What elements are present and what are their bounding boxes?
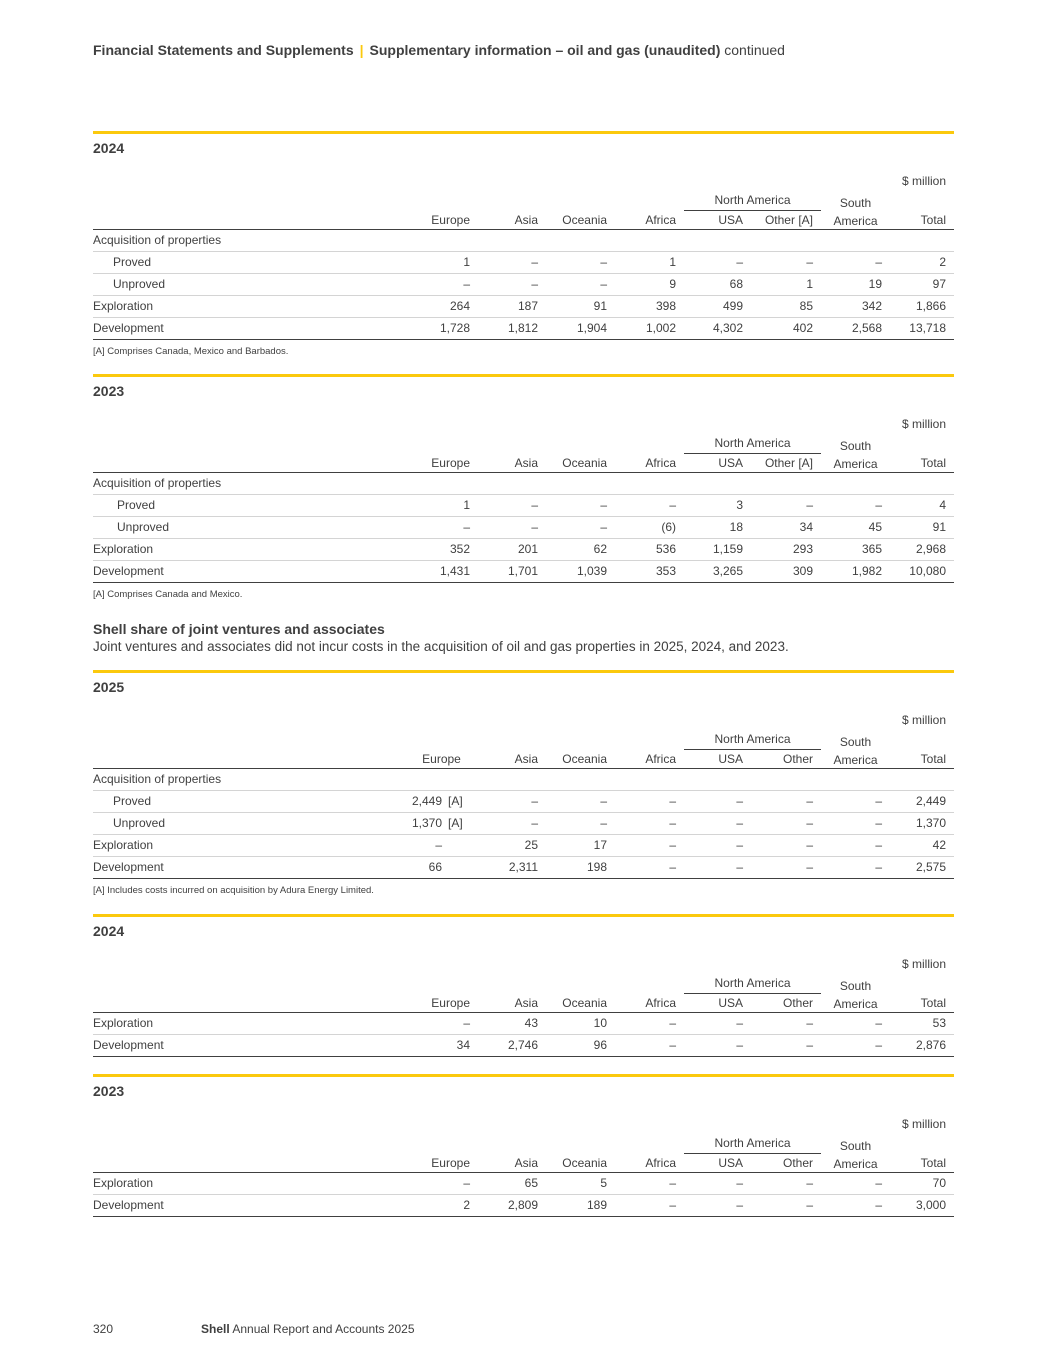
col-header: Africa	[645, 213, 676, 227]
footnote: [A] Includes costs incurred on acquisition by Adura Energy Limited.	[93, 885, 374, 896]
cell: 66	[403, 857, 448, 879]
jv-description: Joint ventures and associates did not incur costs in the acquisition of oil and gas properties in 2025, 2024, and 2023.	[93, 639, 789, 654]
south-header-1: South	[839, 195, 872, 210]
cell: –	[546, 517, 615, 539]
cell: 342	[821, 296, 890, 318]
cell: –	[684, 1173, 751, 1195]
cell: –	[615, 835, 684, 857]
cell: 85	[751, 296, 821, 318]
row-label: Development	[93, 1195, 403, 1217]
cell: –	[478, 274, 546, 296]
cell: 536	[615, 539, 684, 561]
cell: –	[684, 252, 751, 274]
row-label-acquisition: Acquisition of properties	[93, 230, 954, 252]
header-suffix: continued	[724, 42, 785, 58]
cell: 293	[751, 539, 821, 561]
table-row	[93, 495, 954, 517]
col-header: Europe	[431, 456, 470, 470]
cell: –	[478, 495, 546, 517]
cell: 4	[890, 495, 954, 517]
cell: 91	[546, 296, 615, 318]
cell: –	[615, 1195, 684, 1217]
cell: 2,968	[890, 539, 954, 561]
table-row	[93, 1035, 954, 1057]
page-footer	[93, 1322, 415, 1336]
jv-table-2023-section	[93, 1074, 954, 1217]
cell: –	[403, 274, 478, 296]
cell: 1	[403, 252, 478, 274]
col-header: Asia	[514, 996, 538, 1010]
cell: 198	[546, 857, 615, 879]
row-label: Proved	[93, 495, 403, 517]
cell: 1,370	[890, 813, 954, 835]
cell: 34	[751, 517, 821, 539]
cell: 2	[890, 252, 954, 274]
table-row	[93, 835, 954, 857]
col-header: Total	[920, 1156, 946, 1170]
col-header: Oceania	[562, 1156, 607, 1170]
cell: 4,302	[684, 318, 751, 340]
cell: 2,746	[478, 1035, 546, 1057]
table-row	[93, 539, 954, 561]
cell: 3	[684, 495, 751, 517]
north-america-header: North America	[684, 1133, 821, 1154]
col-header: Africa	[645, 996, 676, 1010]
table-2023	[93, 415, 954, 583]
col-header: Other	[782, 752, 813, 766]
units-label: $ million	[901, 417, 946, 431]
cell: –	[403, 517, 478, 539]
cell: –	[821, 835, 890, 857]
cell: 402	[751, 318, 821, 340]
cell: 499	[684, 296, 751, 318]
row-label: Exploration	[93, 835, 403, 857]
row-label: Development	[93, 318, 403, 340]
north-america-header: North America	[684, 433, 821, 454]
south-header-1: South	[839, 978, 872, 993]
cell: –	[615, 1035, 684, 1057]
col-header: Europe	[431, 996, 470, 1010]
cell: 68	[684, 274, 751, 296]
cell: 2,876	[890, 1035, 954, 1057]
table-row	[93, 1013, 954, 1035]
row-label: Unproved	[93, 274, 403, 296]
cell: –	[821, 813, 890, 835]
table-row	[93, 296, 954, 318]
cell: 1,728	[403, 318, 478, 340]
row-label: Development	[93, 857, 403, 879]
col-header: USA	[718, 996, 743, 1010]
table-2024	[93, 172, 954, 340]
table-row	[93, 561, 954, 583]
south-header-2: America	[833, 997, 878, 1011]
table-2024-section	[93, 131, 954, 357]
table-row	[93, 1195, 954, 1217]
cell: 18	[684, 517, 751, 539]
cell: –	[546, 791, 615, 813]
section-rule	[93, 670, 954, 673]
cell: –	[821, 857, 890, 879]
cell: 1	[403, 495, 478, 517]
cell: –	[615, 1013, 684, 1035]
cell: –	[684, 1035, 751, 1057]
jv-table-2023	[93, 1115, 954, 1217]
row-label: Exploration	[93, 539, 403, 561]
cell: 10	[546, 1013, 615, 1035]
cell: –	[821, 1013, 890, 1035]
footer-brand: Shell	[201, 1322, 230, 1336]
page-number: 320	[93, 1322, 114, 1336]
table-row	[93, 252, 954, 274]
cell: 62	[546, 539, 615, 561]
cell: 65	[478, 1173, 546, 1195]
cell: –	[751, 1173, 821, 1195]
cell: –	[821, 1173, 890, 1195]
col-header: Total	[920, 456, 946, 470]
cell: –	[821, 791, 890, 813]
cell: 53	[890, 1013, 954, 1035]
cell: 189	[546, 1195, 615, 1217]
cell: 1	[751, 274, 821, 296]
header-separator: |	[359, 42, 364, 58]
footnote: [A] Comprises Canada and Mexico.	[93, 589, 243, 600]
cell: 353	[615, 561, 684, 583]
cell: 2,449	[890, 791, 954, 813]
cell: 1,812	[478, 318, 546, 340]
cell: 45	[821, 517, 890, 539]
col-header: Oceania	[562, 213, 607, 227]
cell: 96	[546, 1035, 615, 1057]
table-row	[93, 517, 954, 539]
col-header: Other	[782, 1156, 813, 1170]
cell: 9	[615, 274, 684, 296]
section-rule	[93, 374, 954, 377]
col-header: Africa	[645, 456, 676, 470]
note-ref: [A]	[448, 813, 488, 835]
cell: –	[478, 252, 546, 274]
col-header: USA	[718, 456, 743, 470]
cell: 70	[890, 1173, 954, 1195]
south-header-2: America	[833, 457, 878, 471]
south-header-1: South	[839, 734, 872, 749]
cell: –	[546, 252, 615, 274]
cell: –	[751, 495, 821, 517]
table-row	[93, 318, 954, 340]
cell: –	[751, 791, 821, 813]
cell: 201	[478, 539, 546, 561]
cell: 13,718	[890, 318, 954, 340]
col-header: Europe	[431, 213, 470, 227]
cell: 2	[403, 1195, 478, 1217]
cell: 2,449	[403, 791, 448, 813]
section-rule	[93, 1074, 954, 1077]
cell: –	[751, 1195, 821, 1217]
cell: 3,000	[890, 1195, 954, 1217]
table-row	[93, 857, 954, 879]
cell: 309	[751, 561, 821, 583]
cell: 43	[478, 1013, 546, 1035]
col-header: USA	[718, 213, 743, 227]
cell: –	[488, 813, 546, 835]
table-row	[93, 791, 954, 813]
cell: –	[751, 1013, 821, 1035]
cell: –	[546, 813, 615, 835]
col-header: Total	[920, 996, 946, 1010]
cell: –	[546, 274, 615, 296]
cell: –	[478, 517, 546, 539]
col-header: Oceania	[562, 996, 607, 1010]
jv-table-2024	[93, 955, 954, 1057]
cell: –	[751, 835, 821, 857]
south-header-2: America	[833, 753, 878, 767]
cell: 264	[403, 296, 478, 318]
cell: 1,370	[403, 813, 448, 835]
cell: 352	[403, 539, 478, 561]
cell: –	[821, 1035, 890, 1057]
cell: –	[403, 1013, 478, 1035]
row-label: Proved	[93, 252, 403, 274]
col-header: Europe	[422, 752, 461, 766]
cell: –	[615, 813, 684, 835]
cell: –	[684, 857, 751, 879]
col-header: Oceania	[562, 752, 607, 766]
header-section: Financial Statements and Supplements	[93, 42, 354, 58]
row-label: Exploration	[93, 1013, 403, 1035]
row-label: Exploration	[93, 1173, 403, 1195]
jv-title: Shell share of joint ventures and associates	[93, 621, 385, 637]
row-label: Unproved	[93, 517, 403, 539]
cell: –	[821, 1195, 890, 1217]
cell: 19	[821, 274, 890, 296]
col-header: USA	[718, 752, 743, 766]
cell: 1,002	[615, 318, 684, 340]
col-header: Other [A]	[764, 213, 813, 227]
year-heading: 2024	[93, 140, 125, 156]
year-heading: 2025	[93, 679, 125, 695]
cell: –	[821, 252, 890, 274]
cell: 1,982	[821, 561, 890, 583]
cell: –	[615, 857, 684, 879]
cell: 1	[615, 252, 684, 274]
row-label: Exploration	[93, 296, 403, 318]
cell: –	[684, 1013, 751, 1035]
cell: (6)	[615, 517, 684, 539]
north-america-header: North America	[684, 973, 821, 994]
col-header: Total	[920, 752, 946, 766]
cell: –	[751, 857, 821, 879]
col-header: Other	[782, 996, 813, 1010]
page-header	[93, 42, 785, 58]
row-label-acquisition: Acquisition of properties	[93, 473, 954, 495]
south-header-1: South	[839, 1138, 872, 1153]
cell: 25	[488, 835, 546, 857]
cell: –	[403, 835, 448, 857]
cell: –	[684, 791, 751, 813]
row-label: Unproved	[93, 813, 403, 835]
note-ref: [A]	[448, 791, 488, 813]
cell: 187	[478, 296, 546, 318]
units-label: $ million	[901, 174, 946, 188]
units-label: $ million	[901, 1117, 946, 1131]
table-2023-section	[93, 374, 954, 600]
cell: –	[821, 495, 890, 517]
cell: –	[615, 791, 684, 813]
cell: 97	[890, 274, 954, 296]
col-header: Total	[920, 213, 946, 227]
cell: 42	[890, 835, 954, 857]
cell: 1,866	[890, 296, 954, 318]
cell: 34	[403, 1035, 478, 1057]
south-header-2: America	[833, 214, 878, 228]
north-america-header: North America	[684, 190, 821, 211]
row-label: Development	[93, 1035, 403, 1057]
footer-title: Annual Report and Accounts 2025	[232, 1322, 415, 1336]
row-label-acquisition: Acquisition of properties	[93, 769, 954, 791]
cell: –	[751, 1035, 821, 1057]
col-header: USA	[718, 1156, 743, 1170]
col-header: Asia	[514, 752, 538, 766]
cell: 3,265	[684, 561, 751, 583]
cell: 10,080	[890, 561, 954, 583]
cell: 5	[546, 1173, 615, 1195]
cell: 1,904	[546, 318, 615, 340]
cell: 2,809	[478, 1195, 546, 1217]
cell: 1,039	[546, 561, 615, 583]
section-rule	[93, 914, 954, 917]
cell: 2,311	[488, 857, 546, 879]
cell: –	[684, 813, 751, 835]
units-label: $ million	[901, 713, 946, 727]
cell: –	[488, 791, 546, 813]
table-row	[93, 813, 954, 835]
cell: 1,431	[403, 561, 478, 583]
footnote: [A] Comprises Canada, Mexico and Barbados.	[93, 346, 289, 357]
row-label: Development	[93, 561, 403, 583]
jv-intro	[93, 621, 954, 654]
south-header-2: America	[833, 1157, 878, 1171]
cell: –	[751, 813, 821, 835]
jv-table-2025-section	[93, 670, 954, 896]
cell: –	[403, 1173, 478, 1195]
year-heading: 2023	[93, 383, 125, 399]
year-heading: 2024	[93, 923, 125, 939]
cell: –	[615, 1173, 684, 1195]
cell: 365	[821, 539, 890, 561]
jv-table-2024-section	[93, 914, 954, 1057]
cell: –	[751, 252, 821, 274]
cell: –	[546, 495, 615, 517]
units-label: $ million	[901, 957, 946, 971]
cell: 2,575	[890, 857, 954, 879]
year-heading: 2023	[93, 1083, 125, 1099]
col-header: Other [A]	[764, 456, 813, 470]
cell: 1,159	[684, 539, 751, 561]
cell: –	[684, 835, 751, 857]
cell: 398	[615, 296, 684, 318]
col-header: Asia	[514, 456, 538, 470]
col-header: Europe	[431, 1156, 470, 1170]
cell: –	[615, 495, 684, 517]
cell: –	[684, 1195, 751, 1217]
section-rule	[93, 131, 954, 134]
col-header: Asia	[514, 213, 538, 227]
table-row	[93, 1173, 954, 1195]
south-header-1: South	[839, 438, 872, 453]
col-header: Africa	[645, 1156, 676, 1170]
row-label: Proved	[93, 791, 403, 813]
col-header: Africa	[645, 752, 676, 766]
jv-table-2025	[93, 711, 954, 879]
col-header: Asia	[514, 1156, 538, 1170]
table-row	[93, 274, 954, 296]
cell: 2,568	[821, 318, 890, 340]
cell: 1,701	[478, 561, 546, 583]
header-subsection: Supplementary information – oil and gas (unaudited)	[369, 42, 721, 58]
cell: 17	[546, 835, 615, 857]
north-america-header: North America	[684, 729, 821, 750]
col-header: Oceania	[562, 456, 607, 470]
cell: 91	[890, 517, 954, 539]
